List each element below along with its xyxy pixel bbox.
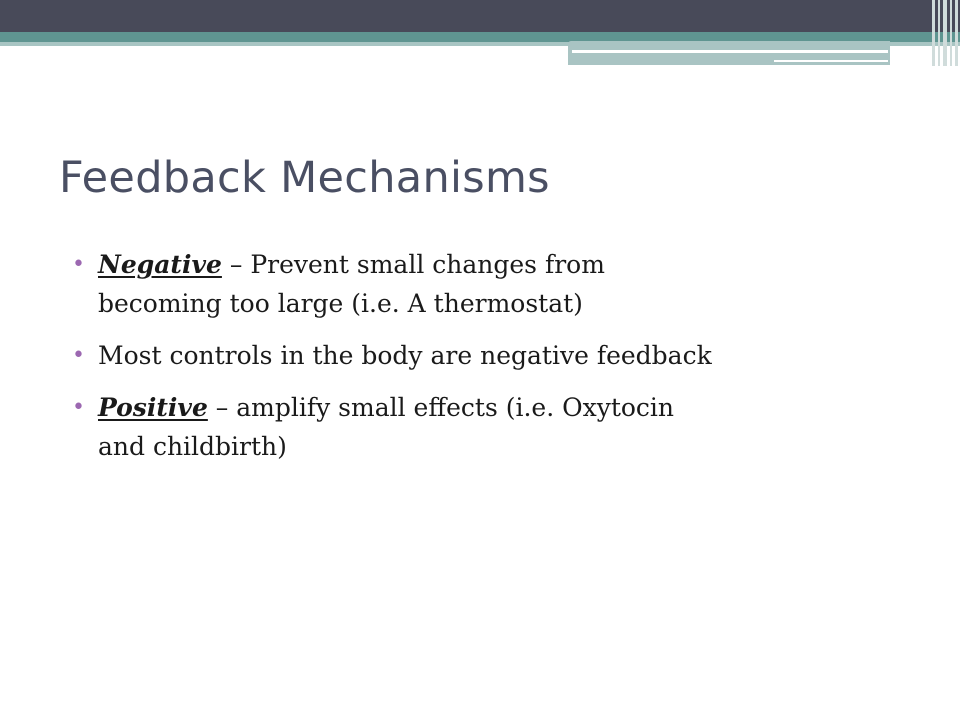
bullet-icon: • — [72, 343, 85, 368]
bullet-icon: • — [72, 252, 85, 277]
bullet-item-most-controls — [72, 336, 932, 375]
header-tab-line-short — [774, 60, 888, 62]
bullet-text-continued: and childbirth) — [98, 432, 287, 461]
bullet-list — [72, 245, 932, 479]
slide-title: Feedback Mechanisms — [59, 153, 550, 203]
header-edge-bars — [930, 0, 960, 66]
bullet-text: – Prevent small changes from — [221, 250, 605, 279]
term-negative: Negative — [98, 250, 222, 279]
bullet-icon: • — [72, 395, 85, 420]
bullet-text-continued: becoming too large (i.e. A thermostat) — [98, 289, 583, 318]
header-tab-line — [572, 50, 888, 53]
bullet-item-negative — [72, 245, 932, 323]
bullet-text: Most controls in the body are negative feedback — [98, 341, 712, 370]
bullet-text: – amplify small effects (i.e. Oxytocin — [207, 393, 675, 422]
term-positive: Positive — [98, 393, 208, 422]
bullet-item-positive — [72, 388, 932, 466]
header-band-dark — [0, 0, 960, 34]
